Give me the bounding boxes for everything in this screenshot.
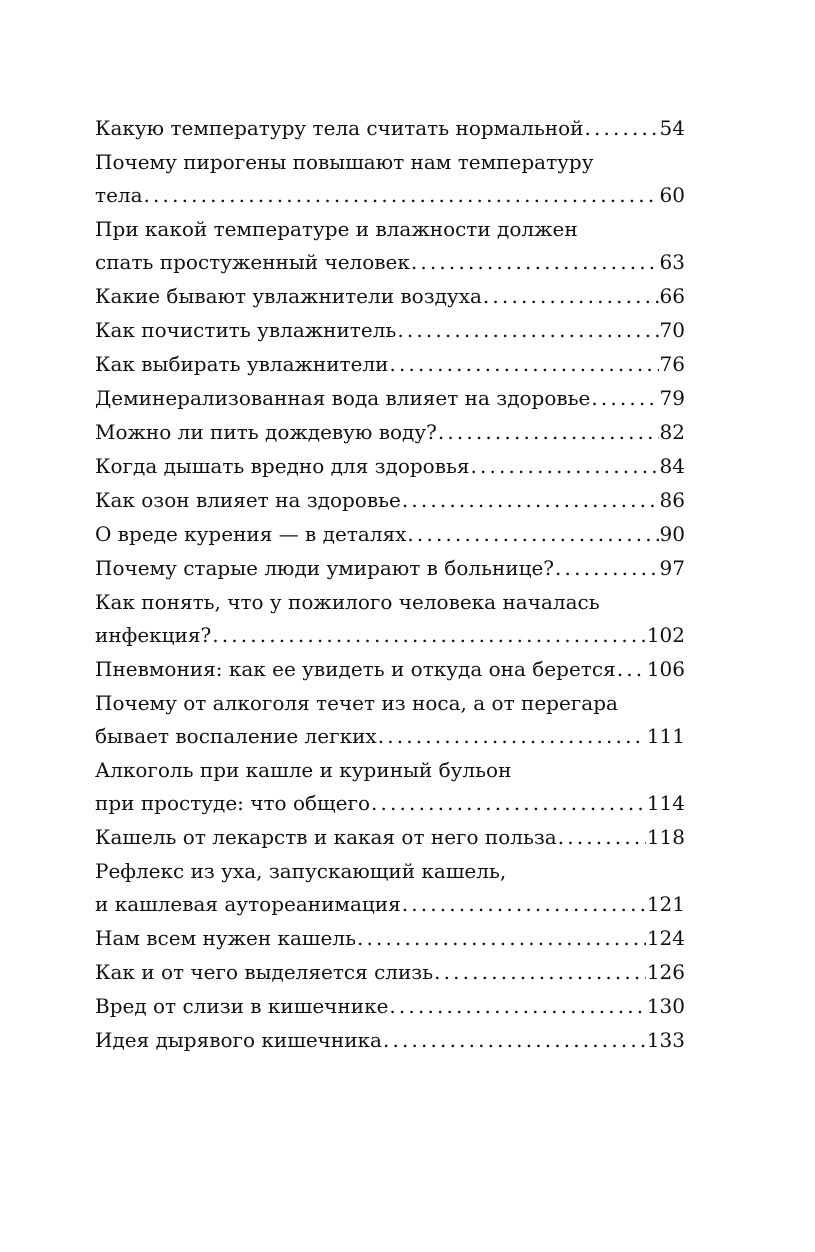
toc-entry[interactable] [95,990,685,1023]
dot-leader [407,518,658,551]
toc-entry-title: Идея дырявого кишечника [95,1028,382,1052]
dot-leader [591,382,658,415]
toc-entry-title: при простуде: что общего [95,791,370,815]
toc-entry-page: 63 [659,250,685,274]
toc-entry-page: 114 [646,791,685,815]
toc-entry-page: 97 [659,556,685,580]
dot-leader [470,450,658,483]
toc-entry[interactable] [95,687,685,753]
toc-entry[interactable] [95,1024,685,1057]
toc-entry-page: 130 [646,994,685,1018]
dot-leader [411,246,659,279]
toc-entry-title: Какие бывают увлажнители воздуха [95,284,482,308]
toc-entry-page: 106 [646,657,685,681]
toc-entry-page: 60 [659,183,685,207]
toc-entry-title-line1: Почему пирогены повышают нам температуру [95,150,594,174]
toc-entry[interactable] [95,956,685,989]
toc-entry-title-line1: При какой температуре и влажности должен [95,217,578,241]
toc-entry[interactable] [95,314,685,347]
toc-entry[interactable] [95,146,685,212]
toc-entry-title: тела [95,183,143,207]
toc-entry-title: Как озон влияет на здоровье [95,488,401,512]
toc-entry-title: Какую температуру тела считать нормальной [95,116,584,140]
dot-leader [390,348,659,381]
toc-entry[interactable] [95,416,685,449]
dot-leader [378,720,646,753]
toc-entry-title-line1: Рефлекс из уха, запускающий кашель, [95,859,507,883]
toc-entry-title-line1: Алкоголь при кашле и куриный бульон [95,758,512,782]
dot-leader [584,112,658,145]
dot-leader [617,653,646,686]
toc-entry-title: Почему старые люди умирают в больнице? [95,556,555,580]
dot-leader [438,416,659,449]
toc-entry-title: Вред от слизи в кишечнике [95,994,389,1018]
toc-entry-title: Кашель от лекарств и какая от него польза [95,825,557,849]
toc-entry-page: 133 [646,1028,685,1052]
toc-entry-page: 79 [659,386,685,410]
toc-entry-page: 121 [646,892,685,916]
toc-entry[interactable] [95,382,685,415]
toc-entry-title-line1: Почему от алкоголя течет из носа, а от перегара [95,691,618,715]
toc-entry[interactable] [95,586,685,652]
toc-entry[interactable] [95,213,685,279]
toc-entry-page: 70 [659,318,685,342]
table-of-contents [95,112,685,1058]
toc-entry-page: 111 [646,724,685,748]
toc-entry[interactable] [95,348,685,381]
toc-entry-page: 102 [646,623,685,647]
toc-entry[interactable] [95,922,685,955]
toc-entry-title: Пневмония: как ее увидеть и откуда она берется [95,657,616,681]
toc-entry-title: Как почистить увлажнитель [95,318,397,342]
toc-entry[interactable] [95,552,685,585]
dot-leader [483,280,659,313]
dot-leader [402,888,646,921]
toc-entry-page: 66 [659,284,685,308]
toc-entry[interactable] [95,450,685,483]
toc-entry-title: бывает воспаление легких [95,724,377,748]
toc-entry[interactable] [95,112,685,145]
toc-entry[interactable] [95,518,685,551]
toc-entry-title: и кашлевая аутореанимация [95,892,401,916]
toc-entry-title: инфекция? [95,623,212,647]
toc-entry[interactable] [95,754,685,820]
toc-entry-title-line1: Как понять, что у пожилого человека началась [95,590,600,614]
toc-entry[interactable] [95,653,685,686]
dot-leader [397,314,658,347]
toc-entry[interactable] [95,855,685,921]
dot-leader [389,990,645,1023]
dot-leader [558,821,646,854]
toc-entry-title: Как и от чего выделяется слизь [95,960,434,984]
toc-entry[interactable] [95,821,685,854]
toc-entry-title: Нам всем нужен кашель [95,926,356,950]
toc-entry-page: 84 [659,454,685,478]
toc-entry-title: Можно ли пить дождевую воду? [95,420,437,444]
dot-leader [402,484,659,517]
toc-entry-page: 90 [659,522,685,546]
toc-entry[interactable] [95,484,685,517]
dot-leader [357,922,646,955]
toc-entry-page: 76 [659,352,685,376]
toc-entry-page: 82 [659,420,685,444]
dot-leader [383,1024,646,1057]
toc-entry-title: Когда дышать вредно для здоровья [95,454,470,478]
toc-entry-page: 86 [659,488,685,512]
dot-leader [434,956,646,989]
toc-entry-page: 126 [646,960,685,984]
toc-entry-page: 54 [659,116,685,140]
toc-entry[interactable] [95,280,685,313]
dot-leader [555,552,659,585]
dot-leader [212,619,646,652]
toc-entry-title: Деминерализованная вода влияет на здоровье [95,386,591,410]
dot-leader [371,787,646,820]
toc-entry-title: О вреде курения — в деталях [95,522,407,546]
dot-leader [144,179,659,212]
toc-entry-title: спать простуженный человек [95,250,410,274]
toc-entry-title: Как выбирать увлажнители [95,352,389,376]
toc-entry-page: 118 [646,825,685,849]
toc-entry-page: 124 [646,926,685,950]
